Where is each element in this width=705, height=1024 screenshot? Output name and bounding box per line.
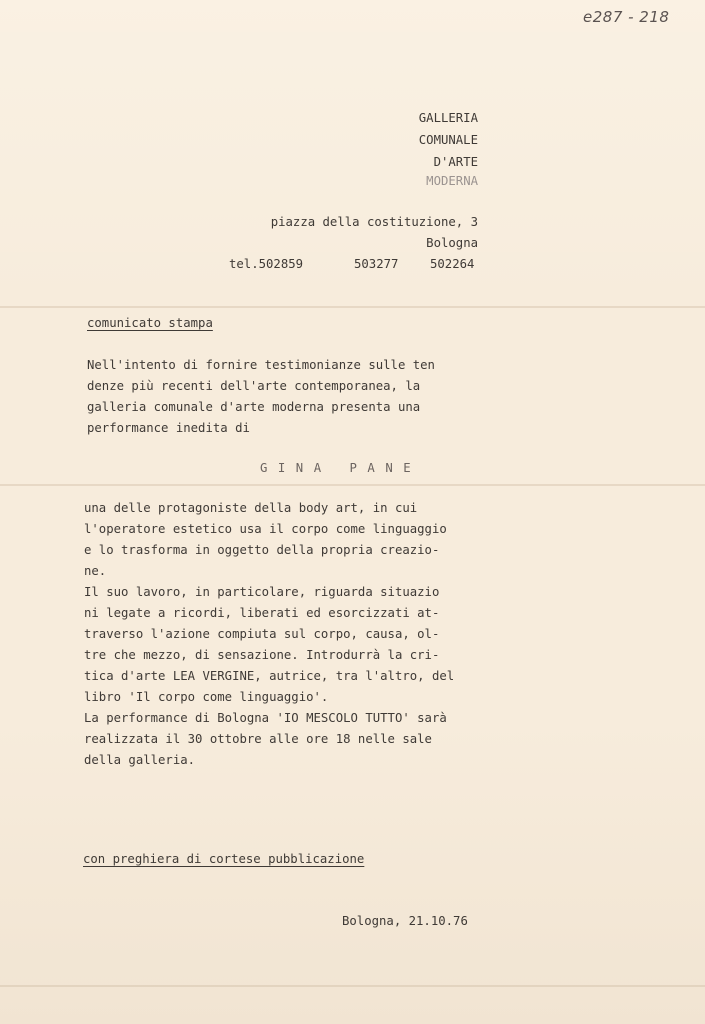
address-street: piazza della costituzione, 3 — [270, 215, 478, 229]
artist-name: GINA PANE — [260, 461, 422, 475]
body-line: e lo trasforma in oggetto della propria creazio- — [84, 543, 440, 557]
body-line: ni legate a ricordi, liberati ed esorcizzati at- — [84, 606, 440, 620]
intro-line: galleria comunale d'arte moderna presenta una — [87, 400, 421, 414]
address-tel: tel.502859 — [229, 257, 304, 271]
closing-note: con preghiera di cortese pubblicazione — [83, 852, 365, 866]
paper-fold-line — [0, 484, 705, 486]
body-line: realizzata il 30 ottobre alle ore 18 nelle sale — [84, 732, 432, 746]
letterhead-line-3: D'ARTE — [433, 155, 478, 169]
address-tel-2: 503277 — [354, 257, 399, 271]
body-line: La performance di Bologna 'IO MESCOLO TUTTO' sarà — [84, 711, 447, 725]
body-line: Il suo lavoro, in particolare, riguarda situazio — [84, 585, 440, 599]
date-line: Bologna, 21.10.76 — [342, 914, 468, 928]
letterhead-line-4: MODERNA — [426, 174, 478, 188]
letterhead-line-2: COMUNALE — [418, 133, 478, 147]
paper-fold-line — [0, 306, 705, 308]
handwritten-archive-number: e287 - 218 — [583, 8, 670, 26]
body-line: ne. — [84, 564, 107, 578]
body-line: una delle protagoniste della body art, in cui — [84, 501, 418, 515]
body-line: tica d'arte LEA VERGINE, autrice, tra l'altro, del — [84, 669, 455, 683]
body-line: l'operatore estetico usa il corpo come linguaggio — [84, 522, 447, 536]
intro-line: Nell'intento di fornire testimonianze sulle ten — [87, 358, 435, 372]
intro-line: performance inedita di — [87, 421, 250, 435]
letterhead-line-1: GALLERIA — [418, 111, 478, 125]
body-line: libro 'Il corpo come linguaggio'. — [84, 690, 329, 704]
paper-fold-line — [0, 985, 705, 987]
address-city: Bologna — [426, 236, 478, 250]
body-line: della galleria. — [84, 753, 196, 767]
body-line: traverso l'azione compiuta sul corpo, causa, ol- — [84, 627, 440, 641]
section-heading: comunicato stampa — [87, 316, 213, 330]
intro-line: denze più recenti dell'arte contemporanea, la — [87, 379, 421, 393]
body-line: tre che mezzo, di sensazione. Introdurrà la cri- — [84, 648, 440, 662]
address-tel-3: 502264 — [430, 257, 475, 271]
